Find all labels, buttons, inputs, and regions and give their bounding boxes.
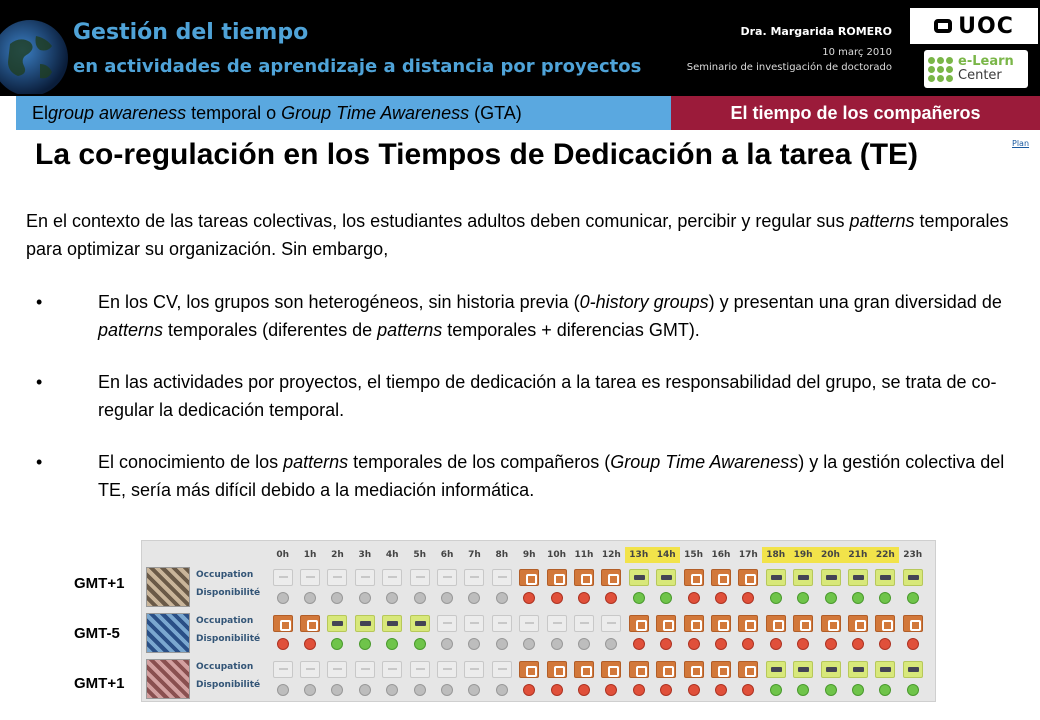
empty-slot-icon[interactable]	[273, 569, 293, 586]
busy-slot-icon[interactable]	[738, 661, 758, 678]
hour-label: 1h	[303, 550, 317, 560]
tab-peers-time[interactable]: El tiempo de los compañeros	[671, 96, 1040, 130]
hour-label: 18h	[762, 547, 789, 563]
availability-dot-red[interactable]	[277, 638, 289, 650]
busy-slot-icon[interactable]	[547, 661, 567, 678]
availability-dot-red[interactable]	[605, 684, 617, 696]
busy-slot-icon[interactable]	[519, 569, 539, 586]
study-slot-icon[interactable]	[903, 569, 923, 586]
study-slot-icon[interactable]	[327, 615, 347, 632]
study-slot-icon[interactable]	[410, 615, 430, 632]
availability-dot-grey[interactable]	[605, 638, 617, 650]
presentation-title: Gestión del tiempo	[73, 20, 309, 45]
busy-slot-icon[interactable]	[793, 615, 813, 632]
avatar	[146, 659, 190, 699]
tab-group-awareness[interactable]	[16, 96, 671, 130]
bullet-1-italic-3: patterns	[377, 320, 443, 340]
hour-label: 23h	[903, 550, 923, 560]
availability-dot-red[interactable]	[715, 638, 727, 650]
availability-dot-grey[interactable]	[386, 684, 398, 696]
availability-label: Disponibilité	[196, 680, 261, 690]
availability-dot-grey[interactable]	[496, 638, 508, 650]
globe-icon	[0, 14, 72, 94]
availability-dot-green[interactable]	[852, 684, 864, 696]
group-schedule-grid	[141, 540, 936, 702]
availability-dot-green[interactable]	[797, 592, 809, 604]
empty-slot-icon[interactable]	[437, 569, 457, 586]
availability-dot-red[interactable]	[742, 592, 754, 604]
availability-row	[269, 635, 926, 653]
availability-dot-green[interactable]	[386, 638, 398, 650]
elearn-logo-line2: Center	[958, 68, 1002, 83]
availability-dot-red[interactable]	[742, 638, 754, 650]
availability-dot-grey[interactable]	[468, 638, 480, 650]
event-name: Seminario de investigación de doctorado	[686, 62, 892, 73]
availability-dot-grey[interactable]	[414, 592, 426, 604]
empty-slot-icon[interactable]	[547, 615, 567, 632]
availability-dot-grey[interactable]	[277, 684, 289, 696]
busy-slot-icon[interactable]	[656, 661, 676, 678]
intro-text-2: temporales para optimizar su organización. Sin embargo,	[26, 211, 1009, 259]
bullet-3-italic-1: patterns	[283, 452, 349, 472]
empty-slot-icon[interactable]	[437, 661, 457, 678]
bullet-1-text-2: ) y presentan una gran diversidad de	[708, 292, 1002, 312]
bullet-item-3	[36, 448, 1016, 504]
busy-slot-icon[interactable]	[848, 615, 868, 632]
hour-label: 22h	[872, 547, 899, 563]
elearn-logo-line1: e-Learn	[958, 54, 1014, 69]
tab-text-1: El	[32, 102, 49, 123]
availability-dot-red[interactable]	[633, 684, 645, 696]
avatar	[146, 567, 190, 607]
bullet-1-text-1: En los CV, los grupos son heterogéneos, sin historia previa (	[98, 292, 580, 312]
empty-slot-icon[interactable]	[464, 661, 484, 678]
availability-dot-green[interactable]	[331, 638, 343, 650]
hour-label: 7h	[468, 550, 481, 560]
availability-dot-grey[interactable]	[496, 592, 508, 604]
study-slot-icon[interactable]	[875, 661, 895, 678]
empty-slot-icon[interactable]	[300, 569, 320, 586]
availability-dot-green[interactable]	[797, 684, 809, 696]
hour-label: 13h	[625, 547, 652, 563]
empty-slot-icon[interactable]	[492, 661, 512, 678]
availability-dot-grey[interactable]	[441, 592, 453, 604]
busy-slot-icon[interactable]	[766, 615, 786, 632]
availability-dot-red[interactable]	[797, 638, 809, 650]
empty-slot-icon[interactable]	[574, 615, 594, 632]
presentation-subtitle: en actividades de aprendizaje a distancia por proyectos	[73, 56, 642, 77]
slide-title: La co-regulación en los Tiempos de Dedicación a la tarea (TE)	[35, 138, 919, 171]
busy-slot-icon[interactable]	[684, 569, 704, 586]
empty-slot-icon[interactable]	[437, 615, 457, 632]
availability-dot-red[interactable]	[852, 638, 864, 650]
hour-header	[269, 547, 926, 563]
author-name: Dra. Margarida ROMERO	[740, 25, 892, 38]
occupation-label: Occupation	[196, 616, 254, 626]
occupation-row	[269, 659, 926, 679]
bullet-1-text-4: temporales + diferencias GMT).	[442, 320, 700, 340]
bullet-list	[36, 288, 1016, 504]
availability-dot-green[interactable]	[879, 592, 891, 604]
elearn-center-logo	[924, 50, 1028, 88]
availability-dot-red[interactable]	[907, 638, 919, 650]
study-slot-icon[interactable]	[382, 615, 402, 632]
busy-slot-icon[interactable]	[738, 615, 758, 632]
bullet-1-italic-1: 0-history groups	[579, 292, 709, 312]
bullet-3-text-1: El conocimiento de los	[98, 452, 284, 472]
bullet-item-2	[36, 368, 1016, 424]
student-row	[144, 657, 269, 701]
study-slot-icon[interactable]	[629, 569, 649, 586]
availability-dot-green[interactable]	[770, 592, 782, 604]
availability-dot-red[interactable]	[688, 684, 700, 696]
availability-dot-red[interactable]	[660, 684, 672, 696]
availability-dot-red[interactable]	[523, 684, 535, 696]
availability-dot-grey[interactable]	[304, 592, 316, 604]
hour-label: 6h	[440, 550, 454, 560]
busy-slot-icon[interactable]	[738, 569, 758, 586]
empty-slot-icon[interactable]	[492, 569, 512, 586]
availability-dot-grey[interactable]	[304, 684, 316, 696]
intro-italic-1: patterns	[849, 211, 915, 231]
bullet-3-italic-2: Group Time Awareness	[610, 452, 799, 472]
bullet-1-text-3: temporales (diferentes de	[163, 320, 378, 340]
availability-label: Disponibilité	[196, 634, 261, 644]
busy-slot-icon[interactable]	[684, 615, 704, 632]
availability-dot-green[interactable]	[879, 684, 891, 696]
hour-label: 10h	[547, 550, 567, 560]
study-slot-icon[interactable]	[875, 569, 895, 586]
hour-label: 17h	[738, 550, 758, 560]
study-slot-icon[interactable]	[903, 661, 923, 678]
busy-slot-icon[interactable]	[601, 661, 621, 678]
study-slot-icon[interactable]	[766, 661, 786, 678]
gmt-label-2: GMT-5	[74, 625, 120, 642]
availability-dot-red[interactable]	[688, 592, 700, 604]
elearn-dots-icon	[928, 57, 953, 82]
busy-slot-icon[interactable]	[711, 615, 731, 632]
empty-slot-icon[interactable]	[464, 615, 484, 632]
busy-slot-icon[interactable]	[875, 615, 895, 632]
study-slot-icon[interactable]	[848, 569, 868, 586]
empty-slot-icon[interactable]	[273, 661, 293, 678]
availability-dot-red[interactable]	[551, 592, 563, 604]
availability-dot-green[interactable]	[660, 592, 672, 604]
hour-label: 5h	[413, 550, 426, 560]
busy-slot-icon[interactable]	[574, 661, 594, 678]
busy-slot-icon[interactable]	[711, 569, 731, 586]
hour-label: 15h	[684, 550, 704, 560]
availability-dot-grey[interactable]	[359, 592, 371, 604]
uoc-logo-text: UOC	[958, 13, 1014, 39]
availability-row	[269, 681, 926, 699]
study-slot-icon[interactable]	[793, 569, 813, 586]
hour-label: 14h	[652, 547, 679, 563]
study-slot-icon[interactable]	[821, 661, 841, 678]
bullet-3-text-3: ) y la gestión colectiva del TE, sería más difícil debido a la mediación informática.	[98, 452, 1005, 500]
availability-dot-red[interactable]	[688, 638, 700, 650]
busy-slot-icon[interactable]	[519, 661, 539, 678]
empty-slot-icon[interactable]	[464, 569, 484, 586]
busy-slot-icon[interactable]	[574, 569, 594, 586]
busy-slot-icon[interactable]	[711, 661, 731, 678]
availability-dot-grey[interactable]	[386, 592, 398, 604]
busy-slot-icon[interactable]	[273, 615, 293, 632]
busy-slot-icon[interactable]	[547, 569, 567, 586]
hour-label: 4h	[385, 550, 399, 560]
occupation-row	[269, 613, 926, 633]
availability-dot-green[interactable]	[907, 684, 919, 696]
hour-label: 3h	[358, 550, 372, 560]
bullet-3-text-2: temporales de los compañeros (	[348, 452, 611, 472]
empty-slot-icon[interactable]	[382, 569, 402, 586]
tab-text-italic-1: group awareness	[48, 102, 187, 123]
empty-slot-icon[interactable]	[382, 661, 402, 678]
hour-label: 20h	[817, 547, 844, 563]
availability-dot-grey[interactable]	[523, 638, 535, 650]
availability-dot-green[interactable]	[907, 592, 919, 604]
hour-label: 12h	[601, 550, 621, 560]
uoc-logo	[910, 8, 1038, 44]
empty-slot-icon[interactable]	[492, 615, 512, 632]
empty-slot-icon[interactable]	[519, 615, 539, 632]
availability-dot-green[interactable]	[852, 592, 864, 604]
empty-slot-icon[interactable]	[601, 615, 621, 632]
occupation-row	[269, 567, 926, 587]
busy-slot-icon[interactable]	[629, 661, 649, 678]
hour-label: 19h	[789, 547, 816, 563]
availability-dot-grey[interactable]	[578, 638, 590, 650]
hour-label: 8h	[495, 550, 509, 560]
study-slot-icon[interactable]	[766, 569, 786, 586]
header-banner	[0, 0, 1040, 96]
study-slot-icon[interactable]	[848, 661, 868, 678]
plan-link[interactable]: Plan	[1012, 139, 1030, 148]
hour-label: 9h	[522, 550, 536, 560]
empty-slot-icon[interactable]	[355, 661, 375, 678]
busy-slot-icon[interactable]	[903, 615, 923, 632]
availability-dot-red[interactable]	[660, 638, 672, 650]
uoc-mark-icon	[934, 19, 952, 33]
availability-dot-green[interactable]	[825, 684, 837, 696]
availability-row	[269, 589, 926, 607]
tab-text-italic-2: Group Time Awareness	[281, 102, 470, 123]
gmt-label-1: GMT+1	[74, 575, 125, 592]
availability-label: Disponibilité	[196, 588, 261, 598]
availability-dot-green[interactable]	[770, 684, 782, 696]
hour-label: 11h	[574, 550, 594, 560]
busy-slot-icon[interactable]	[601, 569, 621, 586]
availability-dot-grey[interactable]	[441, 684, 453, 696]
availability-dot-grey[interactable]	[496, 684, 508, 696]
availability-dot-red[interactable]	[715, 684, 727, 696]
availability-dot-red[interactable]	[879, 638, 891, 650]
hour-label: 0h	[276, 550, 290, 560]
hour-label: 21h	[844, 547, 871, 563]
study-slot-icon[interactable]	[355, 615, 375, 632]
avatar	[146, 613, 190, 653]
bullet-1-italic-2: patterns	[98, 320, 164, 340]
tab-text-2: temporal o	[186, 102, 282, 123]
availability-dot-grey[interactable]	[277, 592, 289, 604]
tab-text-3: (GTA)	[469, 102, 522, 123]
availability-dot-red[interactable]	[578, 684, 590, 696]
busy-slot-icon[interactable]	[300, 615, 320, 632]
availability-dot-red[interactable]	[770, 638, 782, 650]
student-row	[144, 611, 269, 655]
study-slot-icon[interactable]	[656, 569, 676, 586]
availability-dot-grey[interactable]	[468, 592, 480, 604]
study-slot-icon[interactable]	[793, 661, 813, 678]
availability-dot-red[interactable]	[715, 592, 727, 604]
empty-slot-icon[interactable]	[410, 569, 430, 586]
availability-dot-red[interactable]	[523, 592, 535, 604]
availability-dot-green[interactable]	[633, 592, 645, 604]
availability-dot-red[interactable]	[304, 638, 316, 650]
bullet-item-1	[36, 288, 1016, 344]
student-row	[144, 565, 269, 609]
empty-slot-icon[interactable]	[410, 661, 430, 678]
availability-dot-grey[interactable]	[331, 684, 343, 696]
availability-dot-red[interactable]	[605, 592, 617, 604]
presentation-date: 10 març 2010	[822, 47, 892, 58]
hour-label: 2h	[331, 550, 344, 560]
study-slot-icon[interactable]	[821, 569, 841, 586]
availability-dot-red[interactable]	[742, 684, 754, 696]
occupation-label: Occupation	[196, 570, 254, 580]
availability-dot-red[interactable]	[633, 638, 645, 650]
availability-dot-red[interactable]	[551, 684, 563, 696]
availability-dot-red[interactable]	[825, 638, 837, 650]
availability-dot-green[interactable]	[825, 592, 837, 604]
availability-dot-grey[interactable]	[359, 684, 371, 696]
intro-paragraph	[26, 207, 1026, 263]
availability-dot-grey[interactable]	[331, 592, 343, 604]
availability-dot-grey[interactable]	[551, 638, 563, 650]
availability-dot-grey[interactable]	[441, 638, 453, 650]
bullet-2-text-1: En las actividades por proyectos, el tiempo de dedicación a la tarea es responsabilidad del grupo, se trata de co-regular la dedicación temporal.	[98, 372, 997, 420]
empty-slot-icon[interactable]	[355, 569, 375, 586]
busy-slot-icon[interactable]	[629, 615, 649, 632]
busy-slot-icon[interactable]	[821, 615, 841, 632]
availability-dot-green[interactable]	[359, 638, 371, 650]
hour-label: 16h	[711, 550, 731, 560]
availability-dot-green[interactable]	[414, 638, 426, 650]
busy-slot-icon[interactable]	[684, 661, 704, 678]
elearn-logo-text	[958, 55, 1014, 83]
empty-slot-icon[interactable]	[300, 661, 320, 678]
intro-text-1: En el contexto de las tareas colectivas, los estudiantes adultos deben comunicar, percibir y regular sus	[26, 211, 850, 231]
empty-slot-icon[interactable]	[327, 661, 347, 678]
availability-dot-grey[interactable]	[414, 684, 426, 696]
busy-slot-icon[interactable]	[656, 615, 676, 632]
availability-dot-grey[interactable]	[468, 684, 480, 696]
gmt-label-3: GMT+1	[74, 675, 125, 692]
availability-dot-red[interactable]	[578, 592, 590, 604]
occupation-label: Occupation	[196, 662, 254, 672]
empty-slot-icon[interactable]	[327, 569, 347, 586]
